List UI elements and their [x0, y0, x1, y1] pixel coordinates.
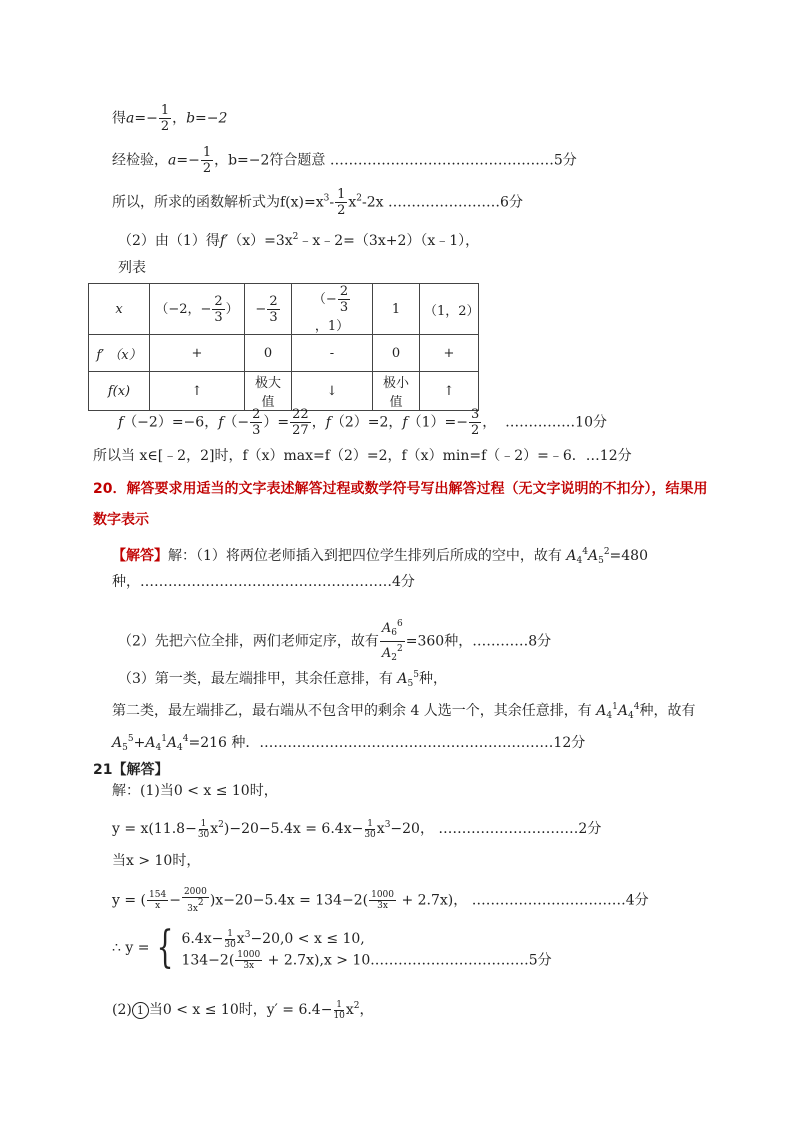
numerator: 3 [470, 407, 480, 422]
table-cell [89, 284, 150, 335]
points: 10分 [575, 414, 607, 431]
fraction [250, 407, 262, 438]
exponent: 5 [127, 734, 134, 744]
text: −20,0 < x ≤ 10, [250, 931, 365, 947]
text: A [587, 548, 599, 564]
dots: ………………………………………… [329, 152, 554, 169]
q21-case1: 解：(1)当0 < x ≤ 10时， [112, 783, 278, 799]
answer-tag: 【解答】 [112, 548, 168, 564]
function-expression-line [112, 187, 523, 218]
dots: ……………………………………………………… [259, 735, 554, 751]
table-cell: + [420, 335, 479, 372]
text: f(x) [107, 383, 131, 399]
denominator: x [155, 901, 161, 911]
table-cell: - [292, 335, 373, 372]
text: 3x [187, 904, 198, 914]
text: 得 [112, 110, 126, 127]
left-brace: { [157, 921, 174, 973]
table-cell [292, 284, 373, 335]
table-cell: ↑ [420, 372, 479, 411]
text: ∴ y = [112, 939, 150, 956]
numerator: 1 [202, 145, 212, 160]
numerator [380, 617, 405, 642]
text: f [402, 414, 408, 431]
table-cell [89, 335, 150, 372]
text: ， [359, 1002, 374, 1018]
text: −20， [390, 821, 434, 837]
fraction [364, 819, 375, 840]
table-cell [420, 284, 479, 335]
numerator: 2 [252, 407, 261, 422]
denominator [382, 642, 403, 666]
table-cell: 极大值 [245, 372, 292, 411]
text: a=− [126, 110, 158, 127]
table-cell: 0 [373, 335, 420, 372]
denominator: 3 [339, 300, 349, 315]
text: =216 种． [188, 735, 260, 751]
points: 8分 [528, 633, 552, 650]
fraction [267, 294, 279, 325]
dots: …………………… [388, 194, 501, 211]
table-cell: 极小值 [373, 372, 420, 411]
exponent: 2 [603, 547, 610, 557]
exponent: 2 [218, 820, 224, 830]
table-row [89, 335, 479, 372]
text: f′ （x） [96, 347, 142, 363]
numerator: 1 [160, 103, 170, 118]
text: （− [312, 292, 337, 307]
exponent: 4 [182, 734, 189, 744]
piecewise-cases [181, 925, 551, 971]
text: 1 [391, 301, 401, 317]
numerator: 2000 [183, 887, 207, 897]
denominator: 10 [333, 1010, 345, 1021]
denominator [187, 898, 204, 914]
text: A [145, 735, 156, 751]
exponent: 3 [244, 930, 251, 940]
numerator: 2 [339, 284, 349, 299]
function-values-line [118, 407, 607, 438]
text: A [381, 621, 392, 636]
text: A [112, 735, 123, 751]
text: + 2.7x),x > 10. [263, 952, 375, 968]
text: ， [214, 152, 229, 169]
exponent: 2 [292, 232, 299, 242]
text: x [348, 194, 357, 211]
text: 第二类，最左端排乙，最右端从不包含甲的剩余 4 人选一个，其余任意排，有 [112, 703, 597, 719]
q21-case2: 当x > 10时， [112, 853, 201, 869]
fraction [235, 950, 262, 971]
q21-eq2 [112, 887, 649, 914]
denominator: 3 [214, 309, 223, 325]
numerator: 1 [336, 999, 343, 1010]
table-cell [245, 284, 292, 335]
table-cell [89, 372, 150, 411]
text: ， [482, 414, 497, 431]
text: -2x [362, 194, 384, 211]
q20-part3-total [112, 729, 585, 758]
subscript: 4 [627, 711, 634, 721]
points: 5分 [528, 952, 552, 968]
fraction [224, 929, 235, 950]
text: b=−2 [186, 110, 228, 127]
text: A [617, 703, 628, 719]
q20-instruction-cont: 数字表示 [93, 512, 149, 528]
exponent: 1 [612, 702, 618, 712]
text: - [329, 194, 335, 211]
fraction [201, 145, 213, 176]
text: (2) [112, 1002, 132, 1018]
numerator: 2 [269, 293, 278, 309]
exponent: 2 [197, 898, 204, 908]
q20-part1 [112, 542, 648, 571]
numerator: 154 [149, 890, 167, 900]
exponent: 2 [353, 1001, 360, 1011]
denominator: 27 [292, 423, 309, 438]
exponent: 6 [397, 619, 403, 629]
exponent: 1 [161, 734, 167, 744]
denominator: 3 [252, 423, 261, 438]
subscript: 2 [391, 653, 398, 663]
fraction [469, 407, 481, 438]
text: y = ( [112, 892, 147, 909]
circled-number: 1 [132, 1002, 149, 1019]
text: （− [223, 414, 250, 431]
denominator: 2 [160, 119, 170, 134]
q20-instruction: 20．解答要求用适当的文字表述解答过程或数学符号写出解答过程（无文字说明的不扣分），结果用 [93, 481, 708, 497]
text: （1，2） [424, 303, 480, 319]
table-cell [373, 284, 420, 335]
max-min-conclusion: 所以当 x∈[﹣2，2]时，f（x）max=f（2）=2，f（x）min=f（﹣2）=﹣6．…12分 [93, 448, 632, 464]
exponent: 3 [323, 193, 330, 204]
fraction [147, 890, 168, 911]
text: x [236, 931, 245, 947]
text: A [596, 703, 607, 719]
subscript: 4 [155, 743, 162, 753]
dots: ……………………………………………… [140, 574, 392, 590]
q20-part3-second [112, 697, 695, 726]
text: x [210, 821, 219, 837]
text: x [115, 301, 123, 317]
text: （2）由（1）得 [118, 233, 220, 249]
subscript: 5 [598, 556, 604, 566]
text: ，1） [314, 319, 350, 334]
numerator: 1 [367, 818, 373, 829]
piecewise-row [181, 950, 551, 971]
subscript: 6 [391, 628, 398, 638]
text: y = x(11.8− [112, 821, 197, 837]
text: b=−2符合题意 [228, 152, 326, 169]
q21-header: 21【解答】 [93, 762, 169, 778]
text: ， [311, 414, 326, 431]
numerator: 1 [227, 928, 233, 939]
subscript: 5 [122, 743, 128, 753]
subscript: 4 [576, 556, 583, 566]
text: 134−2( [181, 952, 235, 968]
q21-eq1 [112, 815, 601, 840]
dots: …………… [505, 414, 576, 431]
fraction [198, 819, 209, 840]
text: f [218, 414, 224, 431]
denominator: 3x [377, 901, 388, 911]
fraction [380, 617, 405, 666]
numerator: 22 [292, 407, 309, 422]
text: （1）=− [407, 414, 468, 431]
q20-part3-first [118, 665, 447, 694]
text: + [133, 735, 146, 751]
numerator: 1000 [371, 890, 394, 900]
table-cell [150, 284, 245, 335]
q20-part1-score [112, 572, 415, 592]
fraction [182, 887, 209, 914]
text: x [345, 1002, 354, 1018]
text: )−20−5.4x = 6.4x− [223, 821, 364, 837]
points: 2分 [578, 821, 602, 837]
text: 所以，所求的函数解析式为f(x)=x [112, 194, 324, 211]
verification-line [112, 145, 577, 176]
text: a=− [168, 152, 200, 169]
points: 4分 [392, 574, 415, 590]
table-cell: 0 [245, 335, 292, 372]
text: 经检验， [112, 152, 168, 169]
exponent: 5 [413, 670, 419, 680]
table-cell: + [150, 335, 245, 372]
piecewise-row [181, 925, 551, 950]
fraction [338, 284, 350, 315]
text: （2）=2， [330, 414, 403, 431]
fraction [335, 187, 347, 218]
fraction [333, 1000, 344, 1021]
text: ， [172, 110, 187, 127]
text: f′ [219, 233, 229, 249]
sign-table [88, 283, 479, 411]
denominator: 30 [224, 939, 236, 950]
fraction [290, 407, 311, 438]
text: =360种， [405, 633, 473, 650]
text: A [381, 646, 392, 661]
table-cell: ↓ [292, 372, 373, 411]
denominator: 3x [243, 960, 255, 971]
text: A [566, 548, 577, 564]
points: 5分 [553, 152, 577, 169]
dots: ………… [472, 633, 529, 650]
text: 种，故有 [639, 703, 696, 719]
text: f [118, 414, 124, 431]
text: x [376, 821, 385, 837]
q21-part2 [112, 996, 374, 1021]
denominator: 2 [202, 161, 212, 176]
numerator: 2 [214, 293, 223, 309]
exponent: 2 [356, 193, 363, 204]
text: ） [225, 301, 239, 317]
text: （−2）=−6， [123, 414, 219, 431]
q20-part2 [118, 617, 551, 666]
text: =480 [609, 548, 648, 564]
text: + 2.7x)， [397, 892, 468, 909]
subscript: 4 [177, 743, 183, 753]
denominator: 30 [364, 829, 376, 840]
text: ）= [263, 414, 290, 431]
fraction [159, 103, 171, 134]
text: （2）先把六位全排，两们老师定序，故有 [118, 633, 379, 650]
dots: ………………………… [438, 821, 579, 837]
numerator: 1 [337, 187, 346, 202]
list-table-label: 列表 [118, 260, 146, 276]
denominator: 30 [197, 829, 210, 840]
subscript: 5 [407, 679, 414, 689]
text: 当0 < x ≤ 10时，y′ = 6.4− [148, 1002, 333, 1018]
points: 6分 [500, 194, 523, 211]
text: − [169, 892, 181, 909]
fraction [212, 294, 224, 325]
text: f [325, 414, 331, 431]
dots: …………………………… [471, 892, 626, 909]
text: （3）第一类，最左端排甲，其余任意排，有 [118, 671, 398, 687]
text: 种， [112, 574, 140, 590]
points: 12分 [553, 735, 586, 751]
denominator: 2 [337, 203, 346, 218]
exponent: 3 [384, 820, 391, 830]
denominator: 3 [269, 309, 278, 325]
derivative-line [118, 227, 479, 251]
text: 解：（1）将两位老师插入到把四位学生排列后所成的空中，故有 [168, 548, 567, 564]
fraction [369, 890, 396, 911]
text: 6.4x− [181, 931, 224, 947]
text: ﹣x﹣2=（3x+2）（x﹣1）， [298, 233, 480, 249]
text: − [255, 301, 267, 317]
table-row [89, 284, 479, 335]
exponent: 4 [633, 702, 640, 712]
text: A [166, 735, 178, 751]
text: （x）=3x [228, 233, 293, 249]
dots: …………………………… [374, 952, 529, 968]
denominator: 2 [470, 423, 480, 438]
text: )x−20−5.4x = 134−2( [209, 892, 369, 909]
numerator: 1000 [237, 949, 261, 960]
exponent: 4 [582, 547, 588, 557]
numerator: 1 [200, 818, 207, 829]
exponent: 2 [397, 644, 403, 654]
text: A [397, 671, 408, 687]
points: 4分 [625, 892, 649, 909]
text: （−2，− [155, 301, 212, 317]
q21-piecewise [112, 921, 552, 973]
table-row [89, 372, 479, 411]
subscript: 4 [606, 711, 613, 721]
text: 种， [418, 671, 447, 687]
solution-line-a-b [112, 103, 227, 134]
table-cell: ↑ [150, 372, 245, 411]
